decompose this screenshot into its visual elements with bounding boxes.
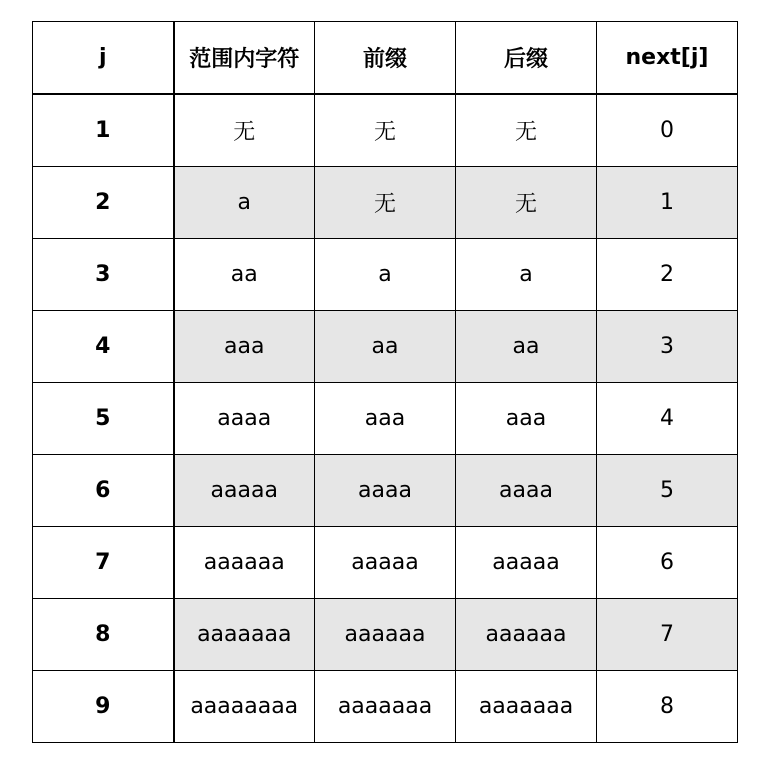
header-suffix: 后缀 bbox=[456, 22, 597, 95]
cell-suffix: aaaaaa bbox=[456, 599, 597, 671]
table-header bbox=[33, 22, 738, 95]
cell-prefix: aaa bbox=[315, 383, 456, 455]
header-prefix: 前缀 bbox=[315, 22, 456, 95]
cell-prefix: aaaaaa bbox=[315, 599, 456, 671]
table-body bbox=[33, 94, 738, 743]
next-array-table bbox=[32, 21, 738, 743]
cell-suffix: aa bbox=[456, 311, 597, 383]
cell-prefix: a bbox=[315, 239, 456, 311]
cell-prefix: aaaa bbox=[315, 455, 456, 527]
cell-suffix: 无 bbox=[456, 167, 597, 239]
cell-next-j: 4 bbox=[597, 383, 738, 455]
cell-next-j: 5 bbox=[597, 455, 738, 527]
table-row bbox=[33, 455, 738, 527]
table-row bbox=[33, 527, 738, 599]
cell-j: 6 bbox=[33, 455, 174, 527]
table-row bbox=[33, 383, 738, 455]
cell-suffix: aaaa bbox=[456, 455, 597, 527]
cell-next-j: 7 bbox=[597, 599, 738, 671]
cell-next-j: 2 bbox=[597, 239, 738, 311]
cell-j: 8 bbox=[33, 599, 174, 671]
cell-chars-in-range: aaaa bbox=[174, 383, 315, 455]
cell-next-j: 8 bbox=[597, 671, 738, 743]
header-row bbox=[33, 22, 738, 95]
header-j: j bbox=[33, 22, 174, 95]
cell-suffix: aaaaa bbox=[456, 527, 597, 599]
cell-prefix: 无 bbox=[315, 94, 456, 167]
table-row bbox=[33, 94, 738, 167]
cell-suffix: a bbox=[456, 239, 597, 311]
header-next-j: next[j] bbox=[597, 22, 738, 95]
cell-prefix: 无 bbox=[315, 167, 456, 239]
cell-chars-in-range: aaa bbox=[174, 311, 315, 383]
cell-chars-in-range: 无 bbox=[174, 94, 315, 167]
cell-j: 2 bbox=[33, 167, 174, 239]
cell-j: 9 bbox=[33, 671, 174, 743]
cell-prefix: aa bbox=[315, 311, 456, 383]
cell-prefix: aaaaaaa bbox=[315, 671, 456, 743]
table-row bbox=[33, 599, 738, 671]
cell-prefix: aaaaa bbox=[315, 527, 456, 599]
cell-chars-in-range: aaaaaaaa bbox=[174, 671, 315, 743]
cell-suffix: aaaaaaa bbox=[456, 671, 597, 743]
cell-j: 1 bbox=[33, 94, 174, 167]
table-row bbox=[33, 167, 738, 239]
cell-suffix: 无 bbox=[456, 94, 597, 167]
cell-next-j: 3 bbox=[597, 311, 738, 383]
table-row bbox=[33, 239, 738, 311]
cell-chars-in-range: aa bbox=[174, 239, 315, 311]
cell-chars-in-range: aaaaaaa bbox=[174, 599, 315, 671]
table-row bbox=[33, 671, 738, 743]
cell-chars-in-range: aaaaaa bbox=[174, 527, 315, 599]
cell-j: 4 bbox=[33, 311, 174, 383]
table-row bbox=[33, 311, 738, 383]
header-chars-in-range: 范围内字符 bbox=[174, 22, 315, 95]
cell-j: 7 bbox=[33, 527, 174, 599]
cell-j: 3 bbox=[33, 239, 174, 311]
cell-next-j: 1 bbox=[597, 167, 738, 239]
cell-j: 5 bbox=[33, 383, 174, 455]
cell-next-j: 0 bbox=[597, 94, 738, 167]
cell-suffix: aaa bbox=[456, 383, 597, 455]
cell-chars-in-range: a bbox=[174, 167, 315, 239]
cell-chars-in-range: aaaaa bbox=[174, 455, 315, 527]
cell-next-j: 6 bbox=[597, 527, 738, 599]
